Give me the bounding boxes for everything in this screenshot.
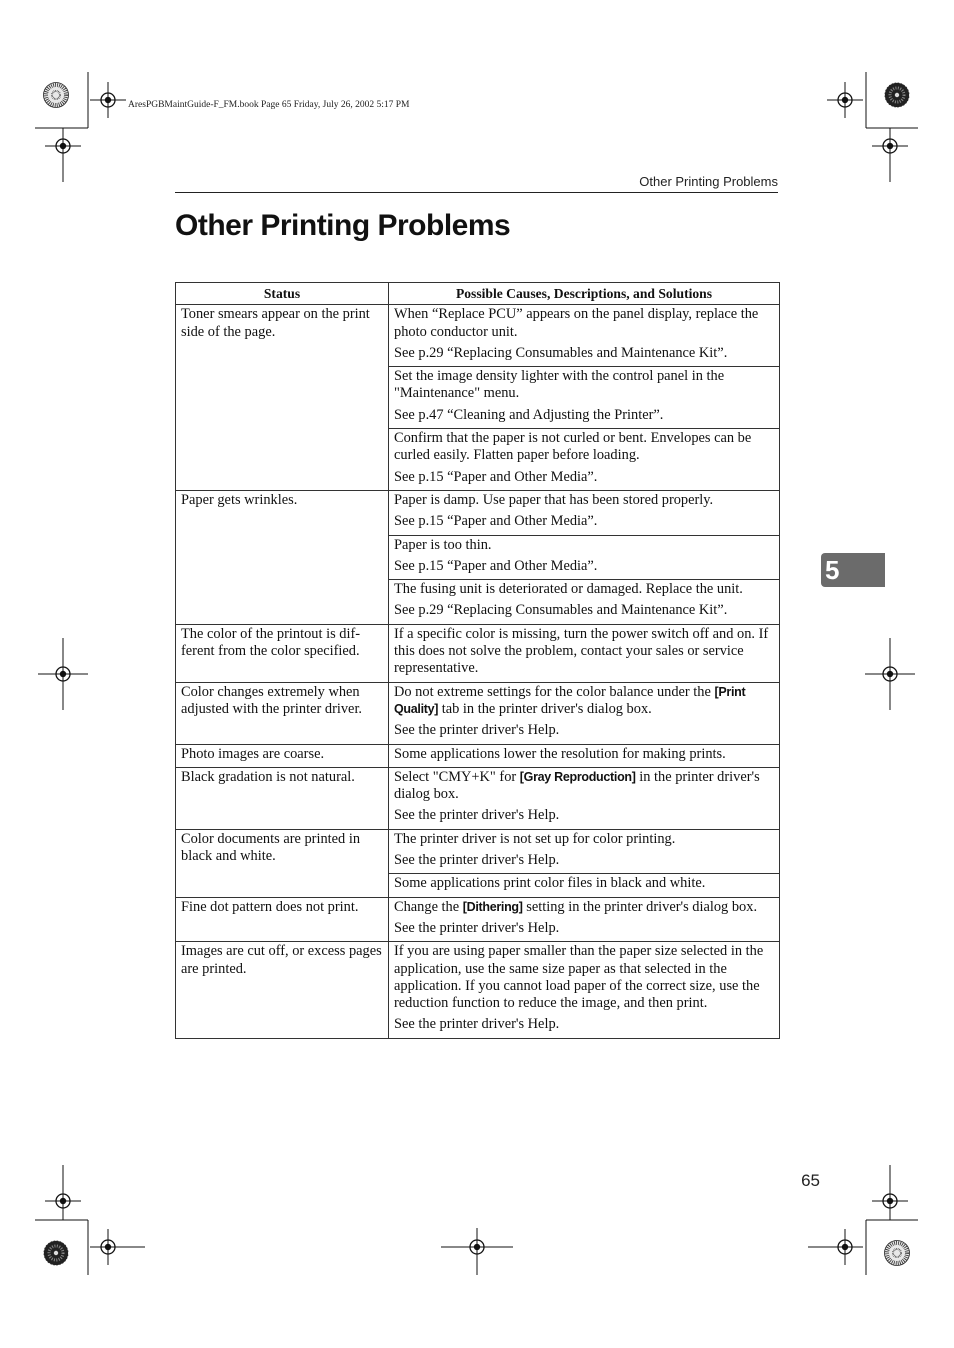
solution-cell (389, 624, 780, 682)
column-header-solutions: Possible Causes, Descriptions, and Solutions (389, 283, 780, 305)
solution-text: Select "CMY+K" for (394, 768, 520, 785)
solution-paragraph: See p.29 “Replacing Consumables and Maintenance Kit”. (394, 344, 728, 361)
status-cell: Color changes extremely when adjusted with the printer driver. (176, 682, 389, 744)
page-title: Other Printing Problems (175, 209, 511, 242)
solution-paragraph: See p.15 “Paper and Other Media”. (394, 557, 598, 574)
ui-label-reference: [Dithering] (462, 899, 523, 914)
solution-cell (389, 580, 780, 625)
solution-paragraph: If you are using paper smaller than the paper size selected in the application, use the same size paper as that selected in the application. If you cannot load paper of the correct size, use the reduction function to reduce the image, and then print. (394, 943, 764, 1012)
solution-paragraph: When “Replace PCU” appears on the panel display, replace the photo conductor unit. (394, 306, 759, 340)
solution-text: Change the (394, 898, 463, 915)
solution-text: tab in the printer driver's dialog box. (438, 700, 652, 717)
solution-cell (389, 535, 780, 580)
table-row (176, 624, 780, 682)
table-row (176, 305, 780, 367)
table-row (176, 767, 780, 829)
solution-paragraph: See p.15 “Paper and Other Media”. (394, 513, 598, 530)
solution-cell (389, 744, 780, 767)
solution-text: setting in the printer driver's dialog box. (522, 898, 758, 915)
solution-paragraph: See p.29 “Replacing Consumables and Maintenance Kit”. (394, 602, 728, 619)
running-header: Other Printing Problems (639, 174, 778, 189)
solution-cell (389, 367, 780, 429)
table-row (176, 829, 780, 874)
ui-label-reference: [Gray Reproduction] (519, 769, 636, 784)
solution-paragraph: The fusing unit is deteriorated or damaged. Replace the unit. (394, 581, 743, 598)
solution-cell (389, 942, 780, 1038)
chapter-tab: 5 (821, 553, 885, 587)
solution-paragraph: Paper is damp. Use paper that has been stored properly. (394, 491, 714, 508)
status-cell: Photo images are coarse. (176, 744, 389, 767)
table-row (176, 682, 780, 744)
ui-label-reference: [Print Quality] (394, 684, 746, 716)
solution-cell (389, 490, 780, 535)
solution-cell (389, 429, 780, 491)
solution-cell (389, 767, 780, 829)
table-header-row (176, 283, 780, 305)
table-row (176, 744, 780, 767)
solution-paragraph: See p.15 “Paper and Other Media”. (394, 468, 598, 485)
solution-paragraph: See the printer driver's Help. (394, 919, 560, 936)
solution-paragraph: See p.47 “Cleaning and Adjusting the Printer”. (394, 406, 664, 423)
solution-paragraph: Paper is too thin. (394, 536, 492, 553)
status-cell: Paper gets wrinkles. (176, 490, 389, 624)
status-cell: Fine dot pattern does not print. (176, 897, 389, 942)
solution-paragraph (394, 769, 774, 804)
solution-cell (389, 874, 780, 897)
book-info-slug: AresPGBMaintGuide-F_FM.book Page 65 Friday, July 26, 2002 5:17 PM (128, 100, 410, 110)
solution-paragraph: See the printer driver's Help. (394, 807, 560, 824)
solution-paragraph: Set the image density lighter with the control panel in the "Maintenance" menu. (394, 368, 725, 402)
solution-paragraph: See the printer driver's Help. (394, 852, 560, 869)
solution-cell (389, 897, 780, 942)
status-cell: Color documents are printed in black and white. (176, 829, 389, 897)
solution-paragraph: Some applications print color files in black and white. (394, 875, 706, 892)
solution-cell (389, 829, 780, 874)
header-rule (175, 192, 778, 193)
solution-paragraph (394, 899, 774, 916)
table-body (176, 305, 780, 1038)
status-cell: The color of the printout is dif-ferent from the color specified. (176, 624, 389, 682)
solution-cell (389, 305, 780, 367)
solution-paragraph: The printer driver is not set up for color printing. (394, 830, 676, 847)
status-cell: Images are cut off, or excess pages are printed. (176, 942, 389, 1038)
solution-paragraph: See the printer driver's Help. (394, 1016, 560, 1033)
solution-paragraph: See the printer driver's Help. (394, 722, 560, 739)
status-cell: Black gradation is not natural. (176, 767, 389, 829)
table-row (176, 942, 780, 1038)
solution-paragraph (394, 684, 774, 719)
solution-cell (389, 682, 780, 744)
solution-paragraph: If a specific color is missing, turn the power switch off and on. If this does not solve the problem, contact your sales or service representative. (394, 625, 769, 677)
problems-table (175, 282, 780, 1039)
table-row (176, 490, 780, 535)
solution-text: in the printer driver's dialog box. (394, 768, 760, 803)
solution-paragraph: Confirm that the paper is not curled or bent. Envelopes can be curled easily. Flatten paper before loading. (394, 430, 752, 464)
column-header-status: Status (176, 283, 389, 305)
solution-text: Do not extreme settings for the color balance under the (394, 683, 715, 700)
status-cell: Toner smears appear on the print side of the page. (176, 305, 389, 491)
page-number: 65 (801, 1171, 820, 1190)
table-row (176, 897, 780, 942)
solution-paragraph: Some applications lower the resolution for making prints. (394, 745, 726, 762)
